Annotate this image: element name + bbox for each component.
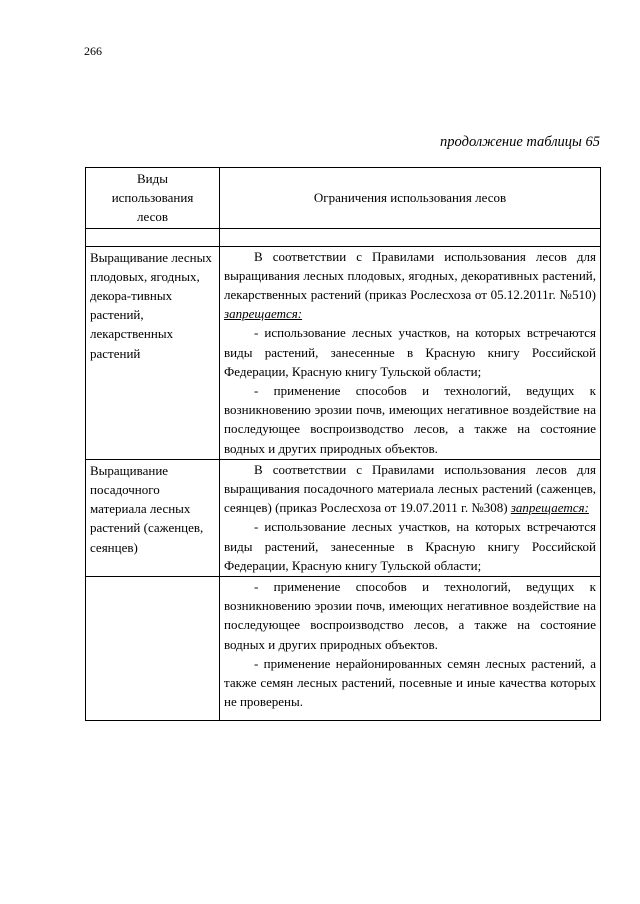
restriction-item: - использование лесных участков, на которых встречаются виды растений, занесенные в Красную книгу Российской Федерации, Красную книгу Тульской области; [224, 325, 596, 379]
restriction-item: - использование лесных участков, на которых встречаются виды растений, занесенные в Красную книгу Российской Федерации, Красную книгу Тульской области; [224, 519, 596, 573]
restriction-intro [224, 247, 596, 324]
header-restrictions: Ограничения использования лесов [220, 168, 601, 229]
header-col1-line2: использования [111, 190, 194, 206]
row-restrictions [220, 459, 601, 576]
spacer-cell [220, 228, 601, 246]
restriction-item: - применение способов и технологий, ведущих к возникновению эрозии почв, имеющих негативное воздействие на последующее воспроизводство лесов, а также на состояние водных и других природных объектов. [224, 579, 596, 652]
table-continuation-label: продолжение таблицы 65 [440, 134, 600, 150]
header-forest-use-types [86, 168, 220, 229]
row-restrictions [220, 577, 601, 721]
table-spacer-row [86, 228, 601, 246]
header-col1-line3: лесов [137, 209, 168, 225]
intro-text: В соответствии с Правилами использования лесов для выращивания лесных плодовых, ягодных, декоративных растений, лекарственных растений (приказ Рослесхоза от 05.12.2011г. №510) [224, 248, 596, 303]
table-row [86, 577, 601, 721]
table-header-row [86, 168, 601, 229]
restrictions-table [85, 167, 601, 721]
restriction-item: - применение нерайонированных семян лесных растений, а также семян лесных растений, посевные и иные качества которых не проверены. [224, 655, 596, 710]
header-col1-line1: Виды [137, 171, 168, 186]
row-forest-use-type [86, 577, 220, 721]
prohibited-label: запрещается: [224, 306, 303, 322]
row-forest-use-type: Выращивание посадочного материала лесных растений (саженцев, сеянцев) [86, 459, 220, 576]
intro-text: В соответствии с Правилами использования лесов для выращивания посадочного материала лесных растений (саженцев, сеянцев) (приказ Рослесхоза от 19.07.2011 г. №308) [224, 461, 596, 516]
table-row [86, 459, 601, 576]
table-row [86, 246, 601, 459]
spacer-cell [86, 228, 220, 246]
page-number: 266 [84, 44, 102, 58]
prohibited-label: запрещается: [510, 500, 589, 516]
restriction-intro [224, 460, 596, 518]
row-forest-use-type: Выращивание лесных плодовых, ягодных, декора-тивных растений, лекарственных растений [86, 246, 220, 459]
row-restrictions [220, 246, 601, 459]
restriction-item: - применение способов и технологий, ведущих к возникновению эрозии почв, имеющих негативное воздействие на последующее воспроизводство лесов, а также на состояние водных и других природных объектов. [224, 383, 596, 456]
